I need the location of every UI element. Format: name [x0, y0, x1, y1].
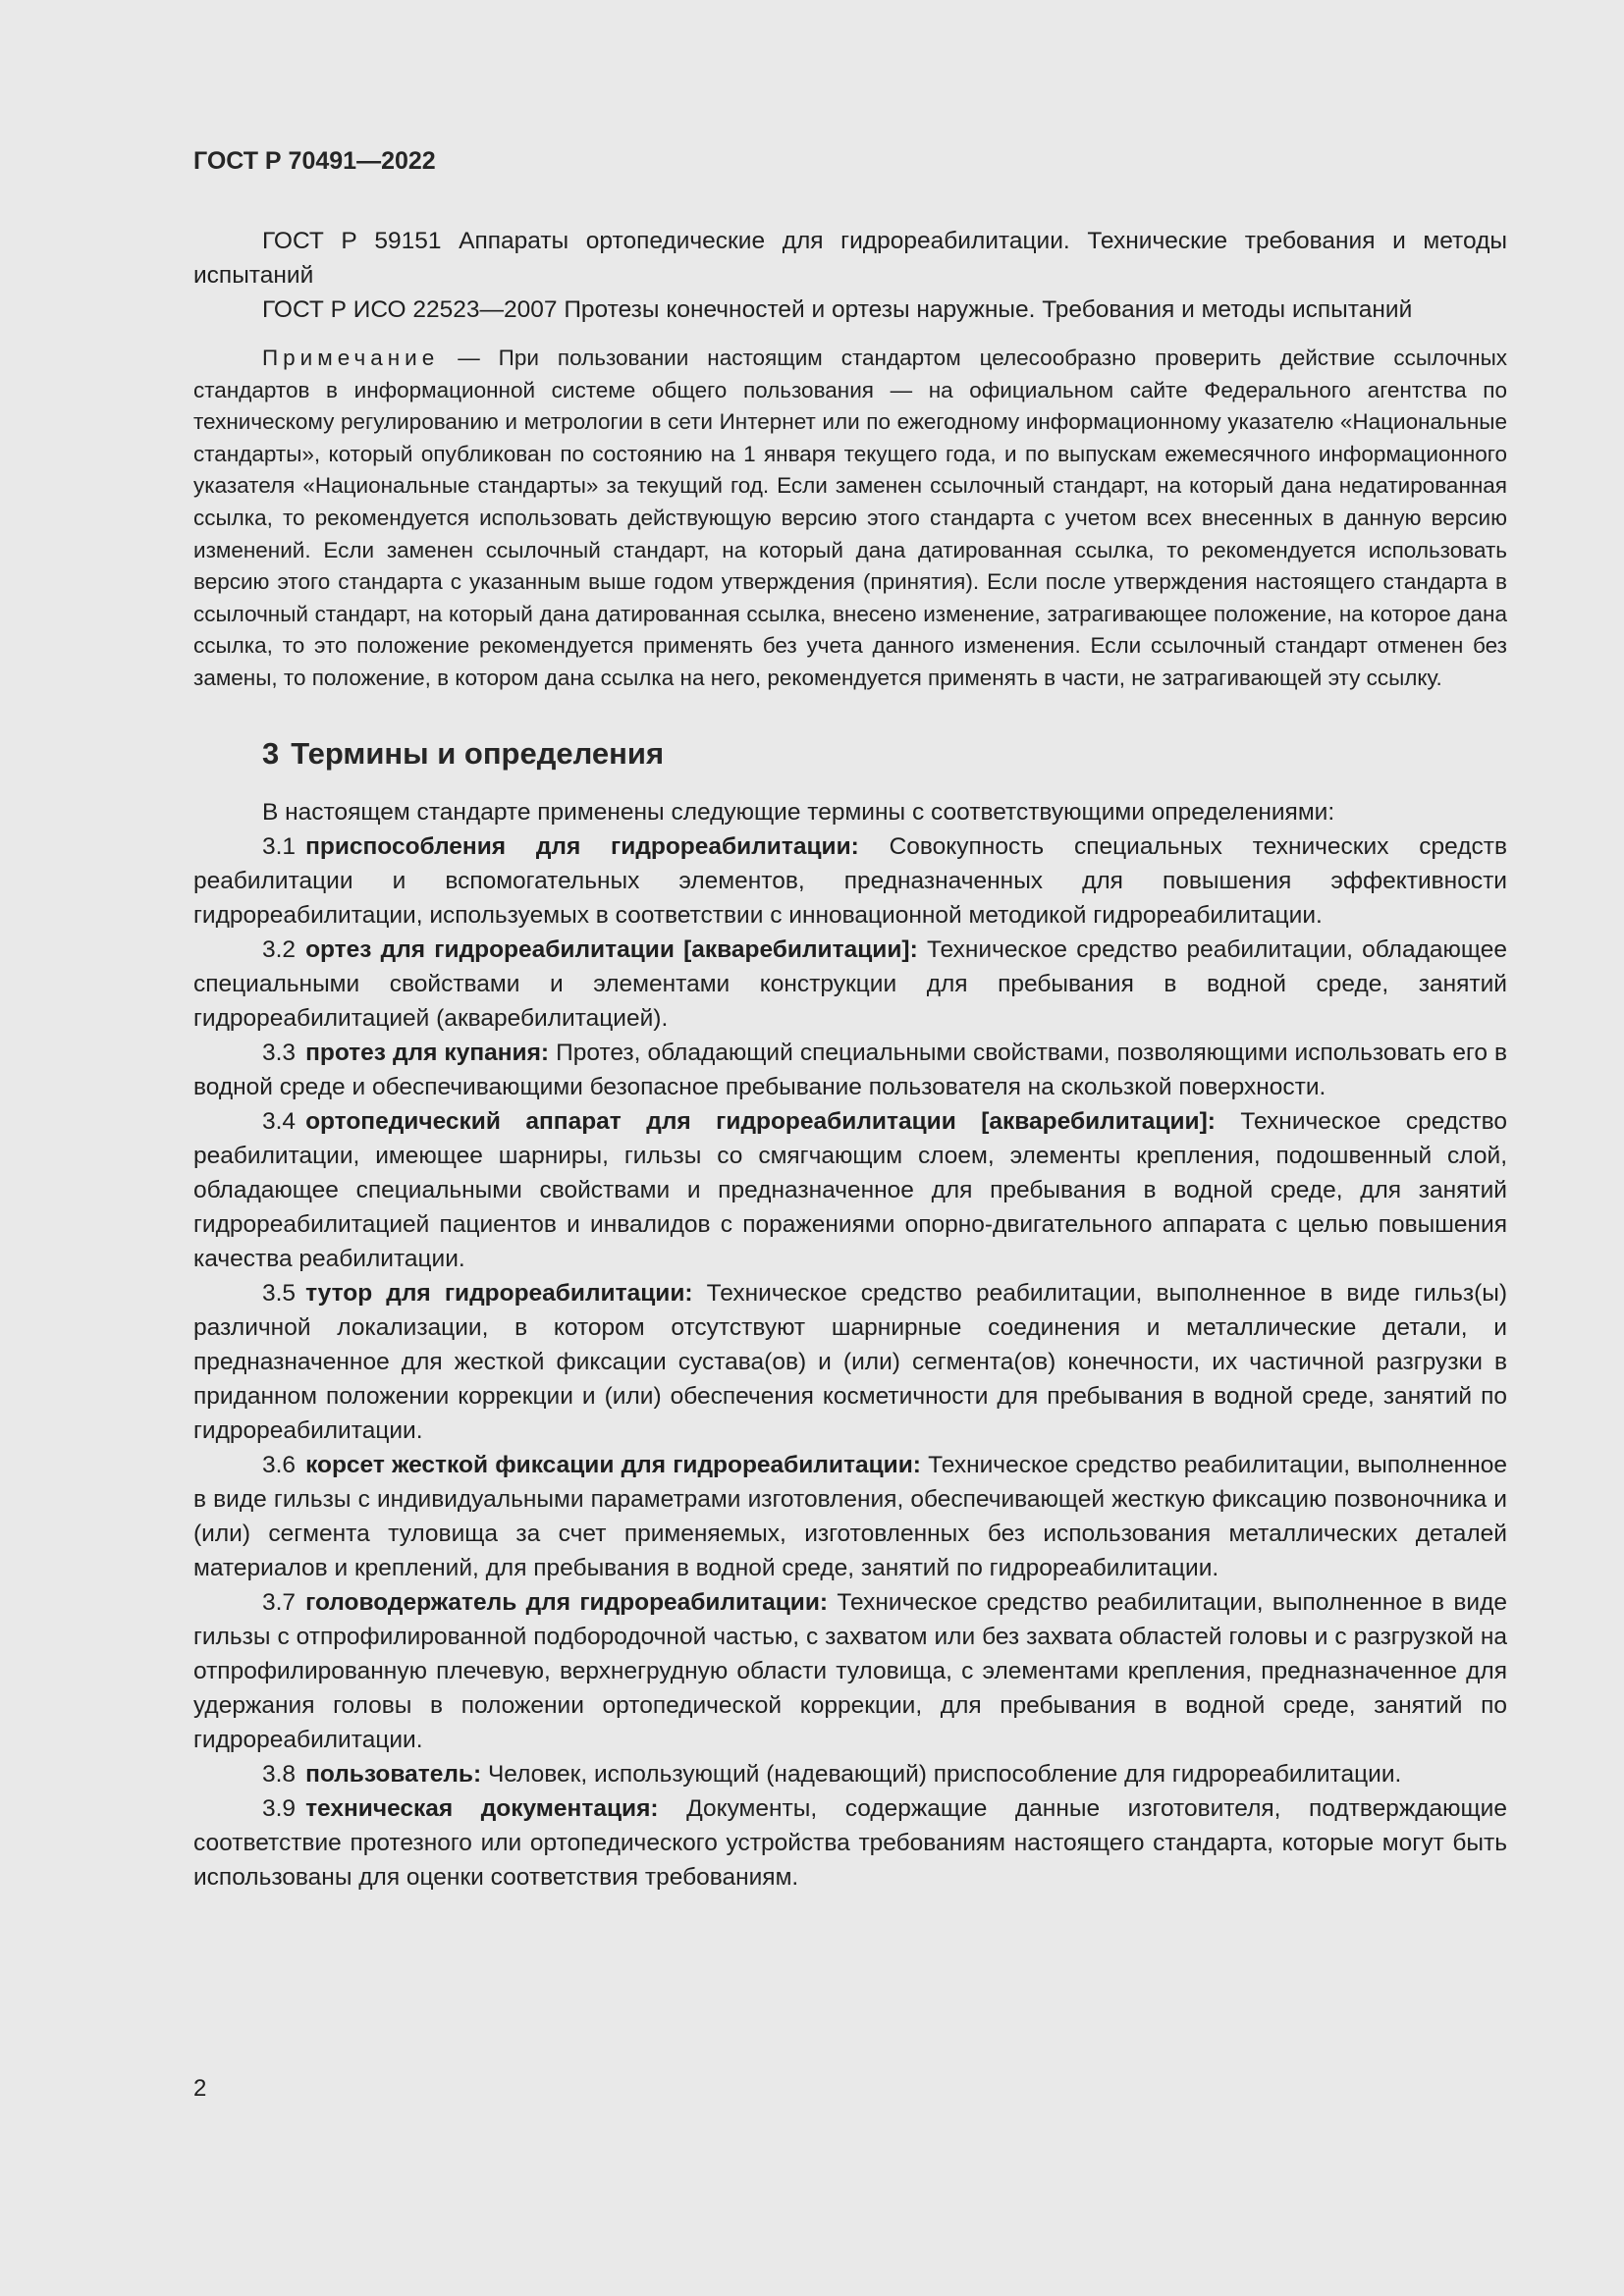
term-name: ортез для гидрореабилитации [акваребилитации]: [305, 935, 918, 963]
term-name: ортопедический аппарат для гидрореабилитации [акваребилитации]: [305, 1107, 1216, 1135]
term-entry [193, 829, 1507, 933]
term-definition: Техническое средство реабилитации, выполненное в виде гильзы с индивидуальными параметрами изготовления, обеспечивающей жесткую фиксацию позвоночника и (или) сегмента туловища за счет применяемых, изготовленных без использования металлических деталей материалов и креплений, для пребывания в водной среде, занятий по гидрореабилитации. [193, 1451, 1507, 1581]
term-number: 3.3 [262, 1039, 297, 1066]
term-definition: Документы, содержащие данные изготовителя, подтверждающие соответствие протезного или ортопедического устройства требованиям настоящего стандарта, которые могут быть использованы для оценки соответствия требованиям. [193, 1794, 1507, 1891]
section-title: Термины и определения [291, 735, 665, 771]
page-number: 2 [193, 2075, 207, 2102]
term-entry [193, 1276, 1507, 1448]
term-entry [193, 1791, 1507, 1895]
term-entry [193, 1448, 1507, 1585]
term-number: 3.7 [262, 1588, 297, 1616]
term-definition: Совокупность специальных технических средств реабилитации и вспомогательных элементов, предназначенных для повышения эффективности гидрореабилитации, используемых в соответствии с инновационной методикой гидрореабилитации. [193, 832, 1507, 929]
section-intro: В настоящем стандарте применены следующие термины с соответствующими определениями: [262, 798, 1335, 826]
reference-item: ГОСТ Р 59151 Аппараты ортопедические для гидрореабилитации. Технические требования и методы испытаний [193, 228, 1507, 289]
term-entry [193, 1104, 1507, 1276]
term-entry [193, 1585, 1507, 1757]
term-number: 3.9 [262, 1794, 297, 1822]
term-definition: Протез, обладающий специальными свойствами, позволяющими использовать его в водной среде и обеспечивающими безопасное пребывание пользователя на скользкой поверхности. [193, 1039, 1507, 1100]
note-label: Примечание [262, 346, 440, 370]
term-definition: Техническое средство реабилитации, имеющее шарниры, гильзы со смягчающим слоем, элементы крепления, подошвенный слой, обладающее специальными свойствами и предназначенное для пребывания в водной среде, для занятий гидрореабилитацией пациентов и инвалидов с поражениями опорно-двигательного аппарата с целью повышения качества реабилитации. [193, 1107, 1507, 1272]
term-name: приспособления для гидрореабилитации: [305, 832, 859, 860]
term-entry [193, 933, 1507, 1036]
term-definition: Техническое средство реабилитации, обладающее специальными свойствами и элементами конструкции для пребывания в водной среде, занятий гидрореабилитацией (акваребилитацией). [193, 935, 1507, 1032]
term-number: 3.5 [262, 1279, 297, 1307]
term-definition: Человек, использующий (надевающий) приспособление для гидрореабилитации. [481, 1760, 1402, 1788]
term-name: головодержатель для гидрореабилитации: [305, 1588, 829, 1616]
term-number: 3.6 [262, 1451, 297, 1478]
term-number: 3.4 [262, 1107, 297, 1135]
term-name: тутор для гидрореабилитации: [305, 1279, 693, 1307]
document-header: ГОСТ Р 70491—2022 [193, 147, 436, 175]
note-paragraph [193, 343, 1507, 695]
term-name: пользователь: [305, 1760, 482, 1788]
term-definition: Техническое средство реабилитации, выполненное в виде гильзы с отпрофилированной подбородочной частью, с захватом или без захвата областей головы и с разгрузкой на отпрофилированную плечевую, верхнегрудную области туловища, с элементами крепления, предназначенное для удержания головы в положении ортопедической коррекции, для пребывания в водной среде, занятий по гидрореабилитации. [193, 1588, 1507, 1753]
term-number: 3.8 [262, 1760, 297, 1788]
term-entry [193, 1757, 1507, 1791]
term-number: 3.1 [262, 832, 297, 860]
term-name: протез для купания: [305, 1039, 550, 1066]
reference-item: ГОСТ Р ИСО 22523—2007 Протезы конечностей и ортезы наружные. Требования и методы испытаний [262, 296, 1413, 323]
term-definition: Техническое средство реабилитации, выполненное в виде гильз(ы) различной локализации, в котором отсутствуют шарнирные соединения и металлические детали, и предназначенное для жесткой фиксации сустава(ов) и (или) сегмента(ов) конечности, их частичной разгрузки в приданном положении коррекции и (или) обеспечения косметичности для пребывания в водной среде, занятий по гидрореабилитации. [193, 1279, 1507, 1444]
section-heading [262, 734, 1507, 774]
term-name: корсет жесткой фиксации для гидрореабилитации: [305, 1451, 921, 1478]
term-number: 3.2 [262, 935, 297, 963]
section-number: 3 [262, 735, 280, 771]
term-name: техническая документация: [305, 1794, 659, 1822]
term-entry [193, 1036, 1507, 1104]
note-text: — При пользовании настоящим стандартом целесообразно проверить действие ссылочных стандартов в информационной системе общего пользования — на официальном сайте Федерального агентства по техническому регулированию и метрологии в сети Интернет или по ежегодному информационному указателю «Национальные стандарты», который опубликован по состоянию на 1 января текущего года, и по выпускам ежемесячного информационного указателя «Национальные стандарты» за текущий год. Если заменен ссылочный стандарт, на который дана недатированная ссылка, то рекомендуется использовать действующую версию этого стандарта с учетом всех внесенных в данную версию изменений. Если заменен ссылочный стандарт, на который дана датированная ссылка, то рекомендуется использовать версию этого стандарта с указанным выше годом утверждения (принятия). Если после утверждения настоящего стандарта в ссылочный стандарт, на который дана датированная ссылка, внесено изменение, затрагивающее положение, на которое дана ссылка, то это положение рекомендуется применять без учета данного изменения. Если ссылочный стандарт отменен без замены, то положение, в котором дана ссылка на него, рекомендуется применять в части, не затрагивающей эту ссылку. [193, 346, 1507, 690]
page-content [193, 224, 1507, 1895]
